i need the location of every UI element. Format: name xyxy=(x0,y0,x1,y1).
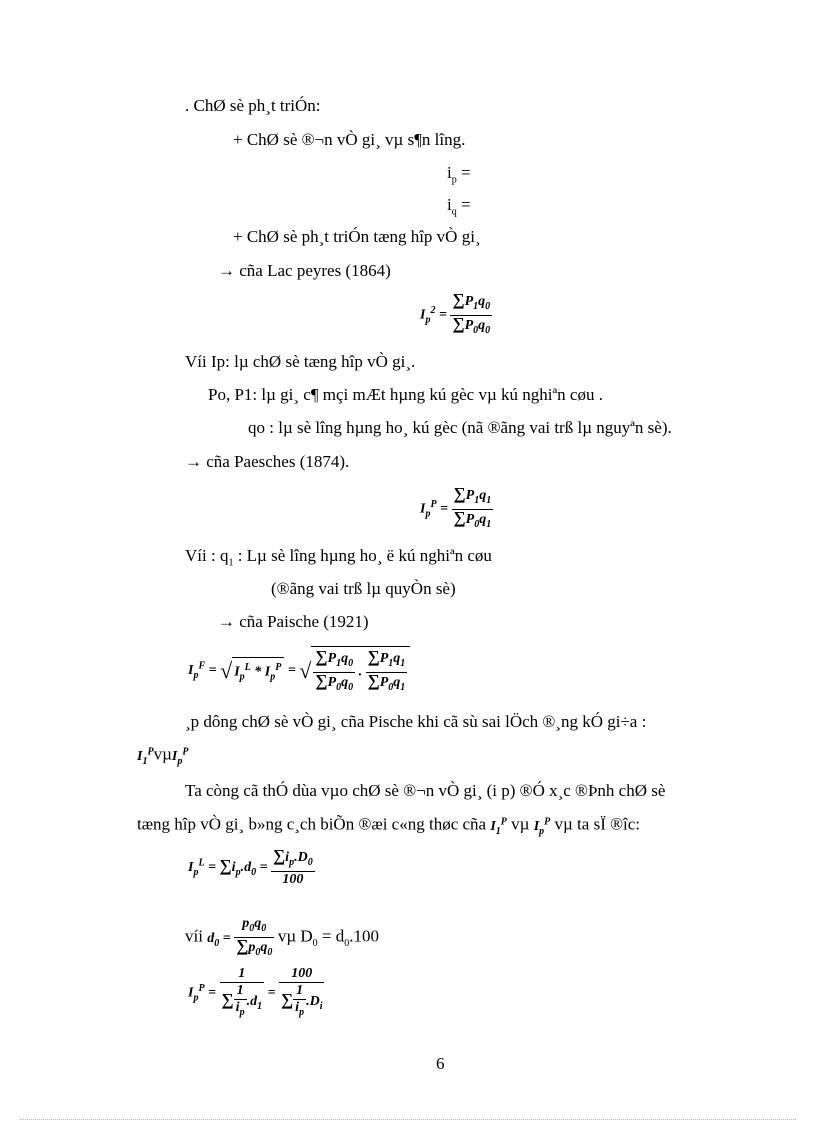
text-line: + ChØ sè ph¸t triÓn tæng hîp vÒ gi¸ xyxy=(233,227,481,246)
text-line: $i_q$ = xyxy=(447,195,471,218)
formula-laspeyres: $I_p^2$ = $\frac{\sum P_1q_0}{\sum P_0q_0}$ xyxy=(420,290,491,336)
text-line: → cña Lac peyres (1864) xyxy=(218,261,391,280)
page-number: 6 xyxy=(436,1054,445,1073)
text-line: Po, P1: lµ gi¸ c¶ mçi mÆt hµng kú gèc vµ kú nghiªn cøu . xyxy=(208,385,603,404)
text-line: víi $d_0$ = $\frac{p_0q_0}{\sum p_0q_0}$ vµ $D_0 = d_0.100$ xyxy=(185,916,379,958)
formula-weighted-mean: $I_p^L = \sum i_p.d_0$ = $\frac{\sum i_p.D_0}{100}$ xyxy=(188,846,313,887)
symbol-index-laspeyres: $I_1^P$ xyxy=(137,746,154,767)
symbol-index-paasche: $I_p^P$ xyxy=(533,816,551,837)
formula-paasche: $I_p^P$ = $\frac{\sum P_1q_1}{\sum P_0q_1}$ xyxy=(420,484,492,530)
text-line: tæng hîp vÒ gi¸ b»ng c¸ch biÕn ®æi c«ng thøc cña $I_1^P$ vµ $I_p^P$ vµ ta sÏ ®îc: xyxy=(137,814,641,837)
symbol-index-paasche: $I_p^P$ xyxy=(171,746,189,767)
text-line: $I_1^Pv\mu I_p^P$ xyxy=(137,744,189,767)
text-line: → cña Paische (1921) xyxy=(218,612,369,631)
text-line: Víi Ip: lµ chØ sè tæng hîp vÒ gi¸. xyxy=(185,352,416,371)
text-line: Ta còng cã thÓ dùa vµo chØ sè ®¬n vÒ gi¸ (i p) ®Ó x¸c ®Þnh chØ sè xyxy=(185,781,666,800)
text-line: Víi : $q_1$ : Lµ sè lîng hµng ho¸ ë kú nghiªn cøu xyxy=(185,546,492,569)
text-line: . ChØ sè ph¸t triÓn: xyxy=(185,96,321,115)
formula-weight-d0: $d_0$ = $\frac{p_0q_0}{\sum p_0q_0}$ xyxy=(207,916,273,958)
symbol-index-laspeyres: $I_1^P$ xyxy=(490,816,507,837)
text-line: $i_p$ = xyxy=(447,163,471,186)
text-line: (®ãng vai trß lµ quyÒn sè) xyxy=(271,579,456,598)
formula-fisher: $I_p^F$ = √ $I_p^L * I_p^P$ = √ $\frac{\sum P_1q_0}{\sum P_0q_0}$ . $\frac{\sum P_1q_1}{\sum P_0q_1}$ xyxy=(188,646,410,696)
page-bottom-divider xyxy=(20,1119,796,1120)
text-line: qo : lµ sè lîng hµng ho¸ kú gèc (nã ®ãng vai trß lµ nguyªn sè). xyxy=(248,418,672,437)
formula-harmonic-mean: $I_p^P$ = 1 ∑ $\frac{1}{i_p}$ $.d_1$ = 100 ∑ $\frac{1}{i_p}$ $.D_i$ xyxy=(188,966,323,1018)
text-line: → cña Paesches (1874). xyxy=(185,452,350,471)
text-line: + ChØ sè ®¬n vÒ gi¸ vµ s¶n lîng. xyxy=(233,130,466,149)
text-line: ¸p dông chØ sè vÒ gi¸ cña Pische khi cã sù sai lÖch ®¸ng kÓ gi÷a : xyxy=(185,712,647,731)
